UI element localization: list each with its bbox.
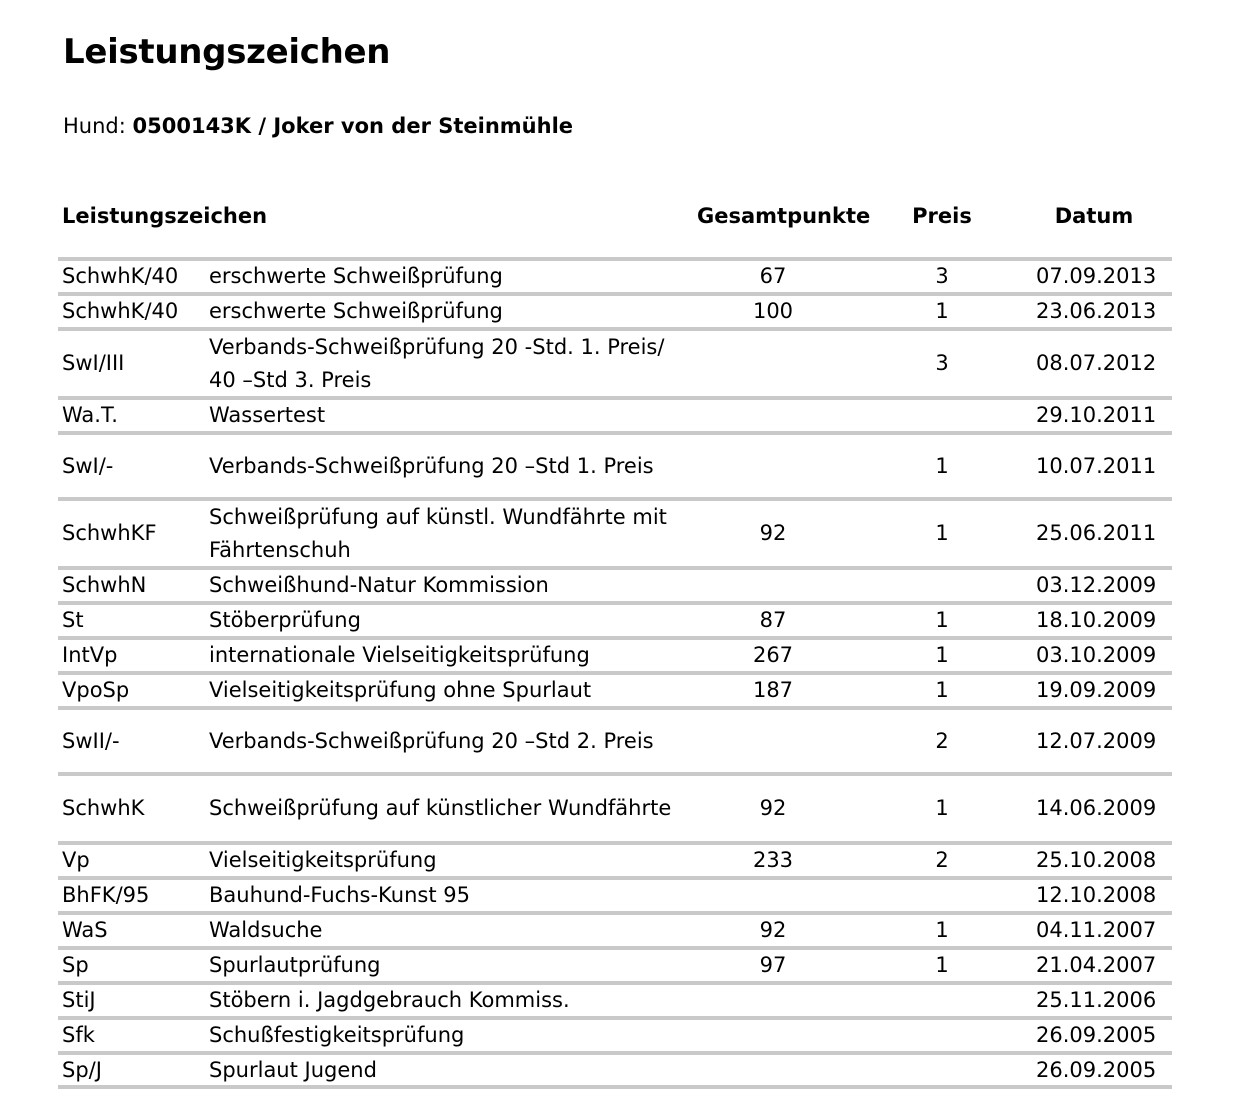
- cell-description: [209, 1019, 464, 1052]
- table-header: [0, 204, 1233, 236]
- cell-points: 97: [759, 953, 787, 977]
- cell-code: SchwhK: [62, 796, 145, 820]
- table-row: [0, 296, 1233, 327]
- cell-points: 87: [759, 608, 787, 632]
- cell-date: 03.10.2009: [1036, 643, 1157, 667]
- description-line: Verbands-Schweißprüfung 20 –Std 2. Preis: [209, 728, 654, 753]
- description-line: Schweißprüfung auf künstlicher Wundfährte: [209, 796, 672, 820]
- cell-points: 233: [752, 848, 794, 872]
- cell-code: SchwhKF: [62, 521, 157, 545]
- description-line: Spurlautprüfung: [209, 953, 381, 977]
- cell-description: [209, 1054, 377, 1087]
- table-row: [0, 710, 1233, 772]
- dog-id-name: 0500143K / Joker von der Steinmühle: [132, 114, 574, 138]
- cell-date: 10.07.2011: [1036, 453, 1157, 478]
- table-row: [0, 435, 1233, 497]
- description-line: Stöbern i. Jagdgebrauch Kommiss.: [209, 988, 570, 1012]
- cell-code: SwII/-: [62, 728, 120, 753]
- cell-code: IntVp: [62, 643, 118, 667]
- cell-code: Wa.T.: [62, 403, 118, 427]
- cell-prize: 3: [935, 351, 949, 375]
- cell-description: [209, 914, 322, 947]
- cell-description: [209, 604, 361, 637]
- cell-date: 26.09.2005: [1036, 1023, 1157, 1047]
- cell-code: St: [62, 608, 84, 632]
- table-row: [0, 1055, 1233, 1085]
- cell-code: SchwhK/40: [62, 264, 179, 288]
- table-row: [0, 605, 1233, 636]
- description-line: 40 –Std 3. Preis: [209, 367, 372, 392]
- description-line: Wassertest: [209, 403, 326, 427]
- cell-prize: 3: [935, 264, 949, 288]
- cell-code: Vp: [62, 848, 90, 872]
- cell-prize: 1: [935, 796, 949, 820]
- cell-date: 25.06.2011: [1036, 521, 1157, 545]
- cell-prize: 2: [935, 848, 949, 872]
- cell-prize: 1: [935, 608, 949, 632]
- cell-description: [209, 949, 380, 982]
- cell-prize: 1: [935, 953, 949, 977]
- cell-description: [209, 569, 549, 602]
- cell-description: [209, 879, 470, 912]
- cell-code: Sfk: [62, 1023, 95, 1047]
- table-row: [0, 985, 1233, 1016]
- header-date: Datum: [1054, 204, 1134, 228]
- table-row: [0, 331, 1233, 396]
- cell-points: 187: [752, 678, 794, 702]
- cell-points: 267: [752, 643, 794, 667]
- description-line: Verbands-Schweißprüfung 20 -Std. 1. Preis/: [209, 334, 665, 359]
- cell-date: 12.07.2009: [1036, 728, 1157, 753]
- cell-prize: 1: [935, 678, 949, 702]
- table-row: [0, 776, 1233, 841]
- dog-label: Hund:: [63, 114, 126, 138]
- table-row: [0, 400, 1233, 431]
- description-line: internationale Vielseitigkeitsprüfung: [209, 643, 590, 667]
- cell-date: 21.04.2007: [1036, 953, 1157, 977]
- cell-code: WaS: [62, 918, 108, 942]
- description-line: Waldsuche: [209, 918, 323, 942]
- cell-date: 19.09.2009: [1036, 678, 1157, 702]
- table-row: [0, 880, 1233, 911]
- cell-date: 07.09.2013: [1036, 264, 1157, 288]
- cell-date: 03.12.2009: [1036, 573, 1157, 597]
- description-line: Schweißprüfung auf künstl. Wundfährte mit: [209, 504, 667, 529]
- cell-code: Sp: [62, 953, 89, 977]
- description-line: Stöberprüfung: [209, 608, 361, 632]
- cell-date: 23.06.2013: [1036, 299, 1157, 323]
- cell-description: [209, 639, 590, 672]
- cell-description: [209, 792, 671, 825]
- cell-date: 04.11.2007: [1036, 918, 1157, 942]
- page-title: Leistungszeichen: [63, 32, 391, 72]
- description-line: Verbands-Schweißprüfung 20 –Std 1. Preis: [209, 453, 654, 478]
- cell-date: 08.07.2012: [1036, 351, 1157, 375]
- cell-prize: 1: [935, 643, 949, 667]
- cell-description: [209, 260, 503, 293]
- cell-prize: 1: [935, 918, 949, 942]
- cell-points: 100: [752, 299, 794, 323]
- description-line: Vielseitigkeitsprüfung ohne Spurlaut: [209, 678, 592, 702]
- header-code: Leistungszeichen: [62, 204, 268, 228]
- table-row: [0, 845, 1233, 876]
- cell-points: 67: [759, 264, 787, 288]
- cell-code: SchwhK/40: [62, 299, 179, 323]
- cell-date: 14.06.2009: [1036, 796, 1157, 820]
- dog-info: [63, 114, 573, 138]
- cell-prize: 1: [935, 453, 949, 478]
- cell-description: [209, 399, 325, 432]
- table-row: [0, 570, 1233, 601]
- cell-code: BhFK/95: [62, 883, 150, 907]
- cell-date: 25.11.2006: [1036, 988, 1157, 1012]
- table-row: [0, 950, 1233, 981]
- table-row: [0, 675, 1233, 706]
- cell-points: 92: [759, 918, 787, 942]
- cell-code: StiJ: [62, 988, 96, 1012]
- table-row: [0, 501, 1233, 566]
- cell-date: 18.10.2009: [1036, 608, 1157, 632]
- cell-description: [209, 450, 654, 483]
- cell-description: [209, 725, 654, 758]
- description-line: Fährtenschuh: [209, 537, 351, 562]
- cell-description: [209, 331, 664, 397]
- cell-code: Sp/J: [62, 1057, 102, 1082]
- cell-date: 29.10.2011: [1036, 403, 1157, 427]
- description-line: Schweißhund-Natur Kommission: [209, 573, 549, 597]
- header-points: Gesamtpunkte: [697, 204, 871, 228]
- cell-description: [209, 984, 570, 1017]
- cell-date: 26.09.2005: [1036, 1057, 1157, 1082]
- description-line: erschwerte Schweißprüfung: [209, 299, 503, 323]
- table-row: [0, 1020, 1233, 1051]
- cell-code: SwI/III: [62, 351, 125, 375]
- cell-date: 12.10.2008: [1036, 883, 1157, 907]
- cell-points: 92: [759, 521, 787, 545]
- cell-description: [209, 844, 437, 877]
- cell-code: VpoSp: [62, 678, 130, 702]
- cell-description: [209, 295, 503, 328]
- table-row: [0, 915, 1233, 946]
- cell-prize: 1: [935, 521, 949, 545]
- description-line: Bauhund-Fuchs-Kunst 95: [209, 883, 470, 907]
- description-line: Vielseitigkeitsprüfung: [209, 848, 437, 872]
- cell-date: 25.10.2008: [1036, 848, 1157, 872]
- description-line: erschwerte Schweißprüfung: [209, 264, 503, 288]
- table-row: [0, 640, 1233, 671]
- cell-points: 92: [759, 796, 787, 820]
- description-line: Schußfestigkeitsprüfung: [209, 1023, 465, 1047]
- cell-description: [209, 501, 667, 567]
- header-prize: Preis: [912, 204, 972, 228]
- cell-code: SwI/-: [62, 453, 114, 478]
- cell-prize: 2: [935, 728, 949, 753]
- cell-prize: 1: [935, 299, 949, 323]
- table-row: [0, 261, 1233, 292]
- description-line: Spurlaut Jugend: [209, 1057, 377, 1082]
- cell-description: [209, 674, 591, 707]
- cell-code: SchwhN: [62, 573, 147, 597]
